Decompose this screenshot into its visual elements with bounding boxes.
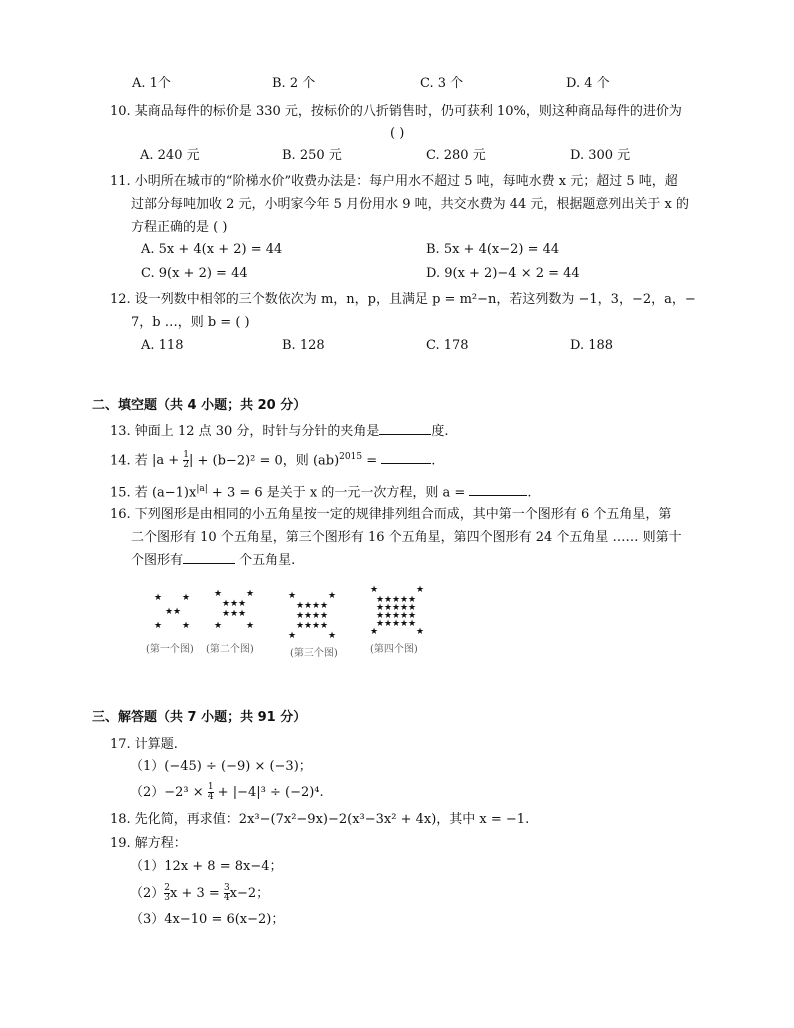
q15-mid: + 3 = 6 是关于 x 的一元一次方程，则 a = bbox=[207, 485, 470, 501]
star-icon: ★ bbox=[400, 611, 409, 621]
q16-line3-post: 个五角星. bbox=[235, 553, 296, 568]
q16-blank[interactable] bbox=[183, 551, 235, 564]
q17-part2-post: + |−4|³ ÷ (−2)⁴. bbox=[213, 785, 324, 800]
star-icon: ★ bbox=[408, 595, 417, 605]
q10-option-a: A. 240 元 bbox=[140, 148, 200, 163]
star-icon: ★ bbox=[376, 611, 385, 621]
star-icon: ★ bbox=[238, 599, 247, 609]
star-icon: ★ bbox=[370, 585, 379, 595]
q19-part3: （3）4x−10 = 6(x−2)； bbox=[130, 912, 285, 927]
q17-fraction: $\frac{1}{4}$ bbox=[207, 782, 214, 802]
star-icon: ★ bbox=[304, 611, 313, 621]
q9-option-b: B. 2 个 bbox=[272, 76, 316, 91]
star-icon: ★ bbox=[416, 627, 425, 637]
q14-fraction: $\frac{1}{2}$ bbox=[183, 450, 189, 471]
q12-option-a: A. 118 bbox=[141, 338, 184, 353]
star-icon: ★ bbox=[230, 609, 239, 619]
star-icon: ★ bbox=[328, 631, 337, 641]
q12-line2: 7，b …，则 b = ( ) bbox=[131, 315, 250, 330]
star-icon: ★ bbox=[182, 593, 191, 603]
star-figure-4 bbox=[366, 584, 428, 636]
star-icon: ★ bbox=[165, 607, 174, 617]
star-icon: ★ bbox=[320, 611, 329, 621]
q17-part2-pre: （2）−2³ × bbox=[130, 785, 208, 800]
q11-option-d: D. 9(x + 2)−4 × 2 = 44 bbox=[426, 266, 580, 281]
star-icon: ★ bbox=[312, 601, 321, 611]
q9-option-c: C. 3 个 bbox=[420, 76, 464, 91]
q10-option-b: B. 250 元 bbox=[282, 148, 342, 163]
star-icon: ★ bbox=[392, 611, 401, 621]
star-icon: ★ bbox=[376, 595, 385, 605]
q10-option-d: D. 300 元 bbox=[570, 148, 631, 163]
section2-heading: 二、填空题（共 4 小题；共 20 分） bbox=[92, 398, 307, 413]
star-icon: ★ bbox=[246, 621, 255, 631]
star-icon: ★ bbox=[246, 589, 255, 599]
q15-post: . bbox=[527, 485, 532, 501]
star-icon: ★ bbox=[214, 589, 223, 599]
q9-option-a: A. 1个 bbox=[132, 76, 171, 91]
q9-option-d: D. 4 个 bbox=[566, 76, 610, 91]
q17-part1: （1）(−45) ÷ (−9) × (−3)； bbox=[130, 759, 312, 774]
q15-blank[interactable] bbox=[469, 483, 527, 496]
star-icon: ★ bbox=[312, 611, 321, 621]
star-icon: ★ bbox=[288, 591, 297, 601]
q19-fraction-right: $\frac{3}{4}$ bbox=[223, 883, 230, 903]
star-icon: ★ bbox=[182, 621, 191, 631]
q11-option-b: B. 5x + 4(x−2) = 44 bbox=[426, 242, 560, 257]
q14-mid: + (b−2)² = 0，则 (ab) bbox=[197, 453, 340, 469]
star-icon: ★ bbox=[304, 621, 313, 631]
star-figure-2 bbox=[210, 586, 262, 634]
q16-line2: 二个图形有 10 个五角星，第三个图形有 16 个五角星，第四个图形有 24 个五角星 …… 则第十 bbox=[131, 530, 682, 545]
star-icon: ★ bbox=[320, 621, 329, 631]
q15-exp: |a| bbox=[196, 484, 208, 494]
star-icon: ★ bbox=[154, 621, 163, 631]
star-icon: ★ bbox=[384, 603, 393, 613]
figure-caption-2: (第二个图) bbox=[206, 644, 254, 655]
figure-caption-4: (第四个图) bbox=[370, 644, 418, 655]
q15 bbox=[110, 479, 532, 503]
q13-unit: 度. bbox=[431, 424, 449, 439]
q16-line1: 16. 下列图形是由相同的小五角星按一定的规律排列组合而成，其中第一个图形有 6 个五角星，第 bbox=[110, 507, 672, 522]
q12-line1: 12. 设一列数中相邻的三个数依次为 m，n，p，且满足 p = m²−n，若这列数为 −1，3，−2，a，− bbox=[110, 292, 696, 307]
q11-option-c: C. 9(x + 2) = 44 bbox=[141, 266, 248, 281]
figure-caption-1: (第一个图) bbox=[146, 644, 194, 655]
star-icon: ★ bbox=[384, 595, 393, 605]
q11-option-a: A. 5x + 4(x + 2) = 44 bbox=[141, 242, 283, 257]
q12-option-d: D. 188 bbox=[570, 338, 614, 353]
q12-option-b: B. 128 bbox=[282, 338, 325, 353]
star-icon: ★ bbox=[400, 595, 409, 605]
star-icon: ★ bbox=[400, 603, 409, 613]
q15-pre: 15. 若 (a−1)x bbox=[110, 485, 197, 501]
star-icon: ★ bbox=[384, 619, 393, 629]
figure-caption-3: (第三个图) bbox=[290, 648, 338, 659]
q10-text: 10. 某商品每件的标价是 330 元，按标价的八折销售时，仍可获利 10%，则这种商品每件的进价为 bbox=[110, 104, 682, 119]
star-icon: ★ bbox=[296, 611, 305, 621]
star-icon: ★ bbox=[312, 621, 321, 631]
star-icon: ★ bbox=[408, 611, 417, 621]
q14-abs: |a + $\frac{1}{2}$ | bbox=[151, 450, 194, 471]
q12-option-c: C. 178 bbox=[426, 338, 469, 353]
q18: 18. 先化简，再求值：2x³−(7x²−9x)−2(x³−3x² + 4x)，其中 x = −1. bbox=[110, 812, 530, 827]
q19-part2 bbox=[130, 884, 269, 904]
star-icon: ★ bbox=[214, 621, 223, 631]
star-icon: ★ bbox=[296, 621, 305, 631]
star-icon: ★ bbox=[154, 593, 163, 603]
star-icon: ★ bbox=[416, 585, 425, 595]
q19-part2-pre: （2） bbox=[130, 886, 165, 901]
q14-exp: 2015 bbox=[339, 452, 363, 462]
q13-blank[interactable] bbox=[379, 422, 431, 435]
q19-part1: （1）12x + 8 = 8x−4； bbox=[130, 859, 283, 874]
q17-part2 bbox=[130, 783, 324, 803]
star-icon: ★ bbox=[222, 609, 231, 619]
q13 bbox=[110, 422, 449, 442]
q14-pre: 14. 若 bbox=[110, 453, 148, 469]
star-icon: ★ bbox=[230, 599, 239, 609]
star-icon: ★ bbox=[376, 619, 385, 629]
star-icon: ★ bbox=[392, 619, 401, 629]
q19-title: 19. 解方程： bbox=[110, 836, 187, 851]
star-icon: ★ bbox=[173, 607, 182, 617]
star-icon: ★ bbox=[238, 609, 247, 619]
star-icon: ★ bbox=[376, 603, 385, 613]
star-icon: ★ bbox=[392, 603, 401, 613]
q16-line3-pre: 个图形有 bbox=[131, 553, 184, 568]
star-icon: ★ bbox=[296, 601, 305, 611]
q10-paren: ( ) bbox=[390, 126, 405, 141]
star-icon: ★ bbox=[392, 595, 401, 605]
star-icon: ★ bbox=[408, 603, 417, 613]
q16-line3 bbox=[131, 551, 295, 571]
q13-text: 13. 钟面上 12 点 30 分，时针与分针的夹角是 bbox=[110, 424, 380, 439]
q14-blank[interactable] bbox=[381, 451, 431, 464]
q11-line2: 过部分每吨加收 2 元，小明家今年 5 月份用水 9 吨，共交水费为 44 元，根据题意列出关于 x 的 bbox=[131, 197, 690, 212]
star-figure-1 bbox=[148, 588, 204, 636]
star-icon: ★ bbox=[288, 631, 297, 641]
section3-heading: 三、解答题（共 7 小题；共 91 分） bbox=[92, 710, 307, 725]
q14-eq: = bbox=[362, 453, 382, 469]
q11-line3: 方程正确的是 ( ) bbox=[131, 220, 228, 235]
q19-part2-post: x−2； bbox=[229, 886, 270, 901]
star-icon: ★ bbox=[304, 601, 313, 611]
star-icon: ★ bbox=[320, 601, 329, 611]
star-icon: ★ bbox=[328, 591, 337, 601]
q19-fraction-left: $\frac{2}{3}$ bbox=[164, 883, 171, 903]
star-icon: ★ bbox=[384, 611, 393, 621]
q11-line1: 11. 小明所在城市的“阶梯水价”收费办法是：每户用水不超过 5 吨，每吨水费 x 元；超过 5 吨，超 bbox=[110, 174, 678, 189]
star-icon: ★ bbox=[400, 619, 409, 629]
star-figure-3 bbox=[284, 588, 344, 642]
q10-option-c: C. 280 元 bbox=[426, 148, 486, 163]
star-icon: ★ bbox=[222, 599, 231, 609]
star-icon: ★ bbox=[370, 627, 379, 637]
q14: 14. 若 |a + $\frac{1}{2}$ | + (b−2)² = 0，则 (ab)$^{2015}$ = . bbox=[110, 450, 436, 471]
q17-title: 17. 计算题. bbox=[110, 737, 178, 752]
q19-part2-mid: x + 3 = bbox=[170, 886, 224, 901]
star-icon: ★ bbox=[408, 619, 417, 629]
